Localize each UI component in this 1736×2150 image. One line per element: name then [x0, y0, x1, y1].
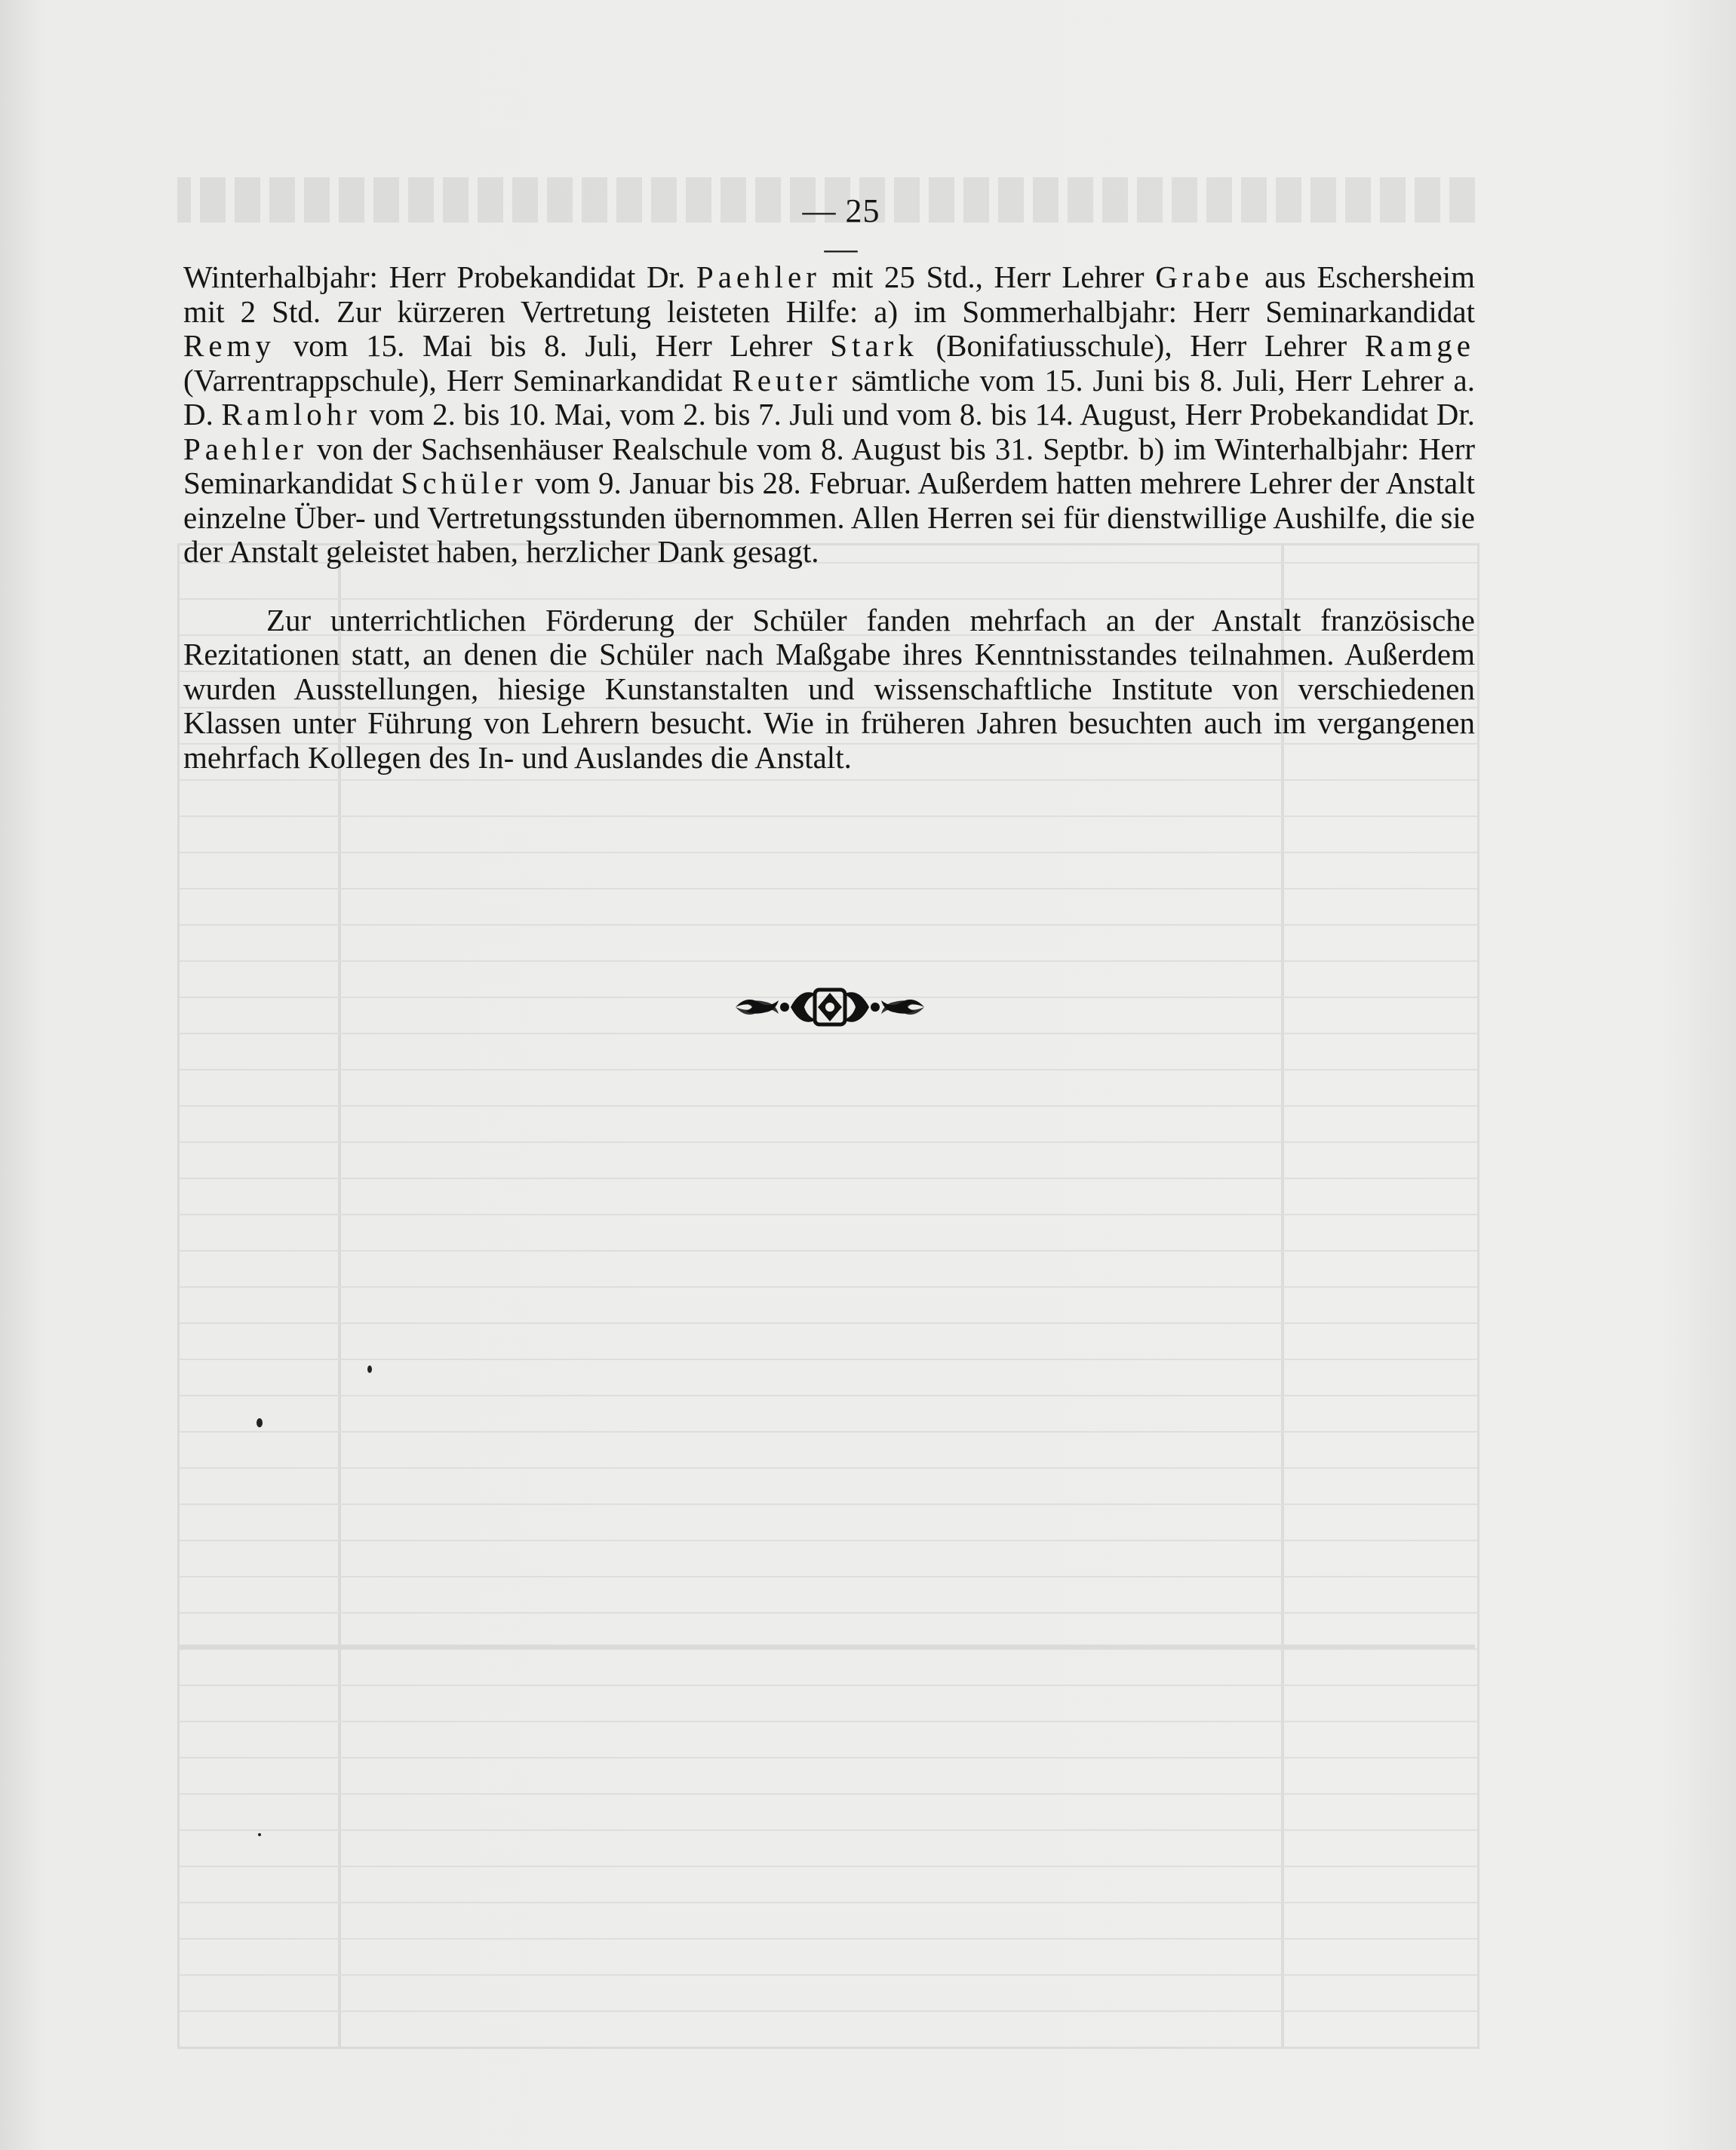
person-name: Reuter: [732, 362, 842, 398]
text-segment: (Varrentrappschule), Herr Seminarkandidat: [183, 362, 733, 398]
person-name: Paehler: [696, 260, 821, 294]
fleuron-ornament-icon: [732, 981, 928, 1034]
text-segment: Zur unterrichtlichen Förderung der Schüler fanden mehrfach an der Anstalt französische Rezitationen statt, an denen die Schüler nach Maßgabe ihres Kenntnisstandes teilnahmen. Außerdem wurden Ausstellungen, hiesige Kunstanstalten und wissenschaftliche Institute von verschiedenen Klassen unter Führung von Lehrern besucht. Wie in früheren Jahren besuchten auch im vergangenen mehrfach Kollegen des In- und Auslandes die Anstalt.: [183, 602, 1475, 775]
text-segment: von der Sachsenhäuser Realschule vom 8. August bis 31. Septbr. b) im Winterhalbjahr: Herr Seminarkandidat: [183, 431, 1475, 500]
person-name: Stark: [830, 328, 918, 363]
person-name: Ramge: [1364, 328, 1475, 363]
person-name: Ramlohr: [221, 397, 361, 432]
ornament-shapes: [736, 990, 924, 1024]
paragraph-school-activities: [183, 604, 1475, 776]
text-segment: vom 15. Mai bis 8. Juli, Herr Lehrer: [275, 328, 831, 363]
text-segment: Winterhalbjahr: Herr Probekandidat Dr.: [183, 260, 696, 294]
person-name: Grabe: [1155, 260, 1254, 294]
person-name: Schüler: [401, 465, 527, 500]
text-segment: sämtliche vom 15. Juni bis 8. Juli, Herr Lehrer a. D.: [183, 362, 1476, 432]
person-name: Remy: [183, 328, 275, 363]
text-segment: aus Eschersheim mit 2 Std. Zur kürzeren Vertretung leisteten Hilfe: a) im Sommerhalbjahr: Herr Seminarkandidat: [183, 260, 1475, 329]
text-segment: mit 25 Std., Herr Lehrer: [820, 260, 1156, 294]
page-number: — 25 —: [802, 192, 880, 267]
text-segment: vom 2. bis 10. Mai, vom 2. bis 7. Juli und vom 8. bis 14. August, Herr Probekandidat Dr.: [361, 397, 1476, 432]
text-segment: vom 9. Januar bis 28. Februar. Außerdem hatten mehrere Lehrer der Anstalt einzelne Über- und Vertretungsstunden übernommen. Allen Herren sei für dienstwillige Aushilfe, die sie der Anstalt geleistet haben, herzlicher Dank gesagt.: [183, 465, 1475, 569]
paragraph-staff-substitution: [183, 260, 1475, 570]
ink-speck: [367, 1365, 372, 1373]
ink-speck: [257, 1418, 263, 1427]
person-name: Paehler: [183, 431, 308, 466]
ink-speck: [258, 1833, 261, 1836]
body-text: [183, 260, 1475, 775]
text-segment: (Bonifatiusschule), Herr Lehrer: [917, 328, 1365, 363]
